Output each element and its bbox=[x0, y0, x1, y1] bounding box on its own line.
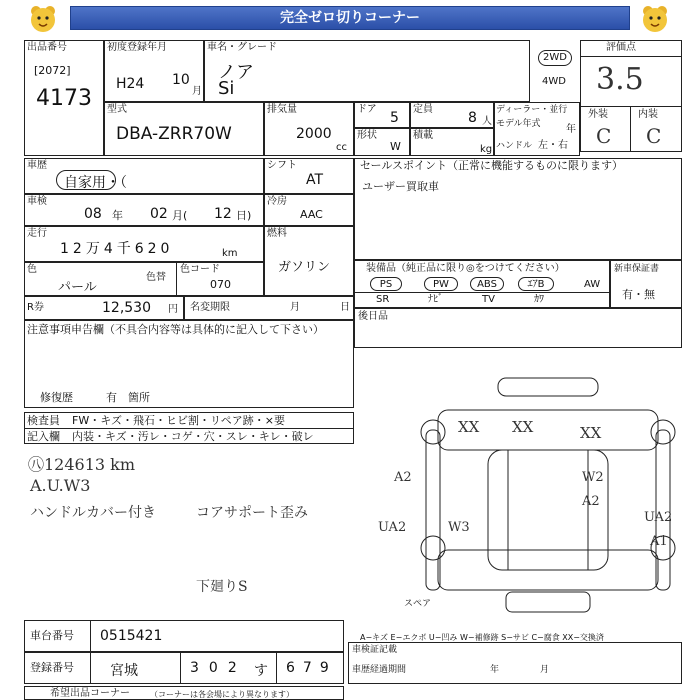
entry-items: 内装・キズ・汚レ・コゲ・穴・スレ・キレ・破レ bbox=[72, 430, 314, 443]
plate-kana: す bbox=[254, 663, 268, 679]
mark-a2-2: A2 bbox=[582, 494, 600, 509]
shift-value: AT bbox=[306, 172, 324, 188]
registration-era-year: H24 bbox=[116, 76, 145, 92]
name-change-label: 名変期限 bbox=[190, 302, 230, 313]
mark-w2: W2 bbox=[582, 470, 604, 485]
equip-aw: AW bbox=[584, 279, 601, 290]
repair-value: 有 bbox=[106, 391, 117, 404]
exterior-value: C bbox=[596, 124, 612, 148]
shape-value: W bbox=[390, 140, 401, 153]
recycle-label: R券 bbox=[27, 302, 44, 313]
diagram-legend: A−キズ E−エクボ U−凹み W−補修跡 S−サビ C−腐食 XX−交換済 bbox=[360, 633, 604, 642]
mileage-label: 走行 bbox=[27, 228, 47, 239]
mileage-unit: km bbox=[222, 248, 238, 259]
footer-label: 希望出品コーナー bbox=[50, 688, 130, 699]
reception-unit1: 年 bbox=[490, 665, 500, 675]
capacity-label: 定員 bbox=[413, 104, 433, 115]
spare-label: スペア bbox=[404, 599, 432, 609]
doors-label: ドア bbox=[357, 104, 377, 115]
bear-mascot-icon bbox=[28, 4, 58, 34]
registration-label: 初度登録年月 bbox=[107, 42, 167, 53]
footer-note: （コーナーは各会場により異なります） bbox=[150, 690, 294, 699]
inspection-label: 車検 bbox=[27, 196, 47, 207]
color-code: 070 bbox=[210, 278, 231, 291]
rear-box bbox=[354, 308, 682, 348]
reception-unit2: 月 bbox=[540, 665, 550, 675]
equip-navi: ﾅﾋﾞ bbox=[428, 294, 443, 305]
sales-point-value: ユーザー買取車 bbox=[362, 180, 439, 193]
chassis-number: 0515421 bbox=[100, 628, 163, 644]
reception-history: 車歴経過期間 bbox=[352, 665, 407, 675]
name-change-day: 日 bbox=[340, 302, 350, 313]
entry-label: 記入欄 bbox=[27, 430, 60, 443]
equip-ps: PS bbox=[370, 277, 402, 291]
rear-label: 後日品 bbox=[358, 311, 388, 322]
handwritten-mileage: ㊇124613 km bbox=[28, 455, 136, 474]
car-name: ノア bbox=[218, 62, 254, 83]
color-value: パール bbox=[58, 280, 97, 295]
name-change-month: 月 bbox=[290, 302, 300, 313]
model-value: DBA-ZRR70W bbox=[116, 124, 232, 144]
mark-a1: A1 bbox=[650, 534, 668, 549]
fuel-label: 燃料 bbox=[267, 228, 287, 239]
chassis-label: 車台番号 bbox=[30, 629, 74, 642]
car-damage-diagram bbox=[378, 370, 700, 620]
doors-value: 5 bbox=[390, 110, 399, 126]
inspector-items: FW・キズ・飛石・ヒビ割・リペア跡・×要 bbox=[72, 414, 285, 427]
inspection-month-unit: 月( bbox=[172, 209, 188, 222]
fuel-value: ガソリン bbox=[278, 260, 331, 275]
usage-value: 自家用・（ bbox=[64, 175, 127, 191]
score-value: 3.5 bbox=[596, 62, 644, 97]
lot-code: [2072] bbox=[34, 64, 71, 77]
sales-point-label: セールスポイント（正常に機能するものに限ります） bbox=[360, 159, 624, 172]
equipment-label: 装備品（純正品に限り◎をつけてください） bbox=[366, 263, 565, 274]
mark-xx-2: XX bbox=[512, 418, 534, 436]
displacement-value: 2000 bbox=[296, 126, 332, 142]
registration-month-unit: 月 bbox=[192, 86, 202, 97]
warranty-value: 有・無 bbox=[622, 288, 655, 301]
usage-label: 車歴 bbox=[27, 160, 47, 171]
inspection-day-unit: 日) bbox=[236, 209, 252, 222]
aircon-value: AAC bbox=[300, 208, 323, 221]
mark-ua2-2: UA2 bbox=[644, 510, 673, 525]
plate-number: 679 bbox=[286, 660, 337, 676]
repair-label: 修復歴 bbox=[40, 391, 73, 404]
dealer-year-unit: 年 bbox=[566, 124, 576, 135]
mark-xx-3: XX bbox=[580, 424, 602, 442]
equip-abs: ABS bbox=[470, 277, 504, 291]
equip-leather: ｶﾜ bbox=[534, 294, 544, 305]
color-change-label: 色替 bbox=[146, 272, 166, 283]
handwritten-marks: A.U.W3 bbox=[30, 476, 91, 495]
capacity-value: 8 bbox=[468, 110, 477, 126]
plate-region: 宮城 bbox=[110, 663, 138, 679]
drive-2wd: 2WD bbox=[538, 50, 572, 66]
plate-class: 302 bbox=[190, 660, 247, 676]
score-label: 評価点 bbox=[606, 42, 636, 53]
dealer-label: ディーラー・並行 bbox=[496, 105, 568, 115]
mileage-value: 12万4千620 bbox=[60, 241, 174, 257]
handle-value: 左・右 bbox=[538, 140, 568, 151]
interior-value: C bbox=[646, 124, 662, 148]
reception-label: 車検証記載 bbox=[352, 645, 398, 655]
color-code-label: 色コード bbox=[180, 264, 220, 275]
handle-label: ハンドル bbox=[496, 141, 533, 151]
bear-mascot-icon bbox=[640, 4, 670, 34]
repair-place: 箇所 bbox=[128, 391, 150, 404]
lot-number: 4173 bbox=[36, 86, 92, 111]
aircon-label: 冷房 bbox=[267, 196, 287, 207]
inspection-year-unit: 年 bbox=[112, 209, 123, 222]
mark-xx-1: XX bbox=[458, 418, 480, 436]
reception-box bbox=[348, 642, 682, 684]
mark-ua2-1: UA2 bbox=[378, 520, 407, 535]
shift-label: シフト bbox=[267, 160, 297, 171]
registration-month: 10 bbox=[172, 72, 190, 88]
handwritten-handle: ハンドルカバー付き bbox=[30, 505, 156, 521]
capacity-unit: 人 bbox=[482, 116, 492, 127]
lot-label: 出品番号 bbox=[27, 42, 67, 53]
mark-w3: W3 bbox=[448, 520, 470, 535]
interior-label: 内装 bbox=[638, 109, 658, 120]
car-name-label: 車名・グレード bbox=[207, 42, 277, 53]
model-label: 型式 bbox=[107, 104, 127, 115]
equip-tv: TV bbox=[482, 294, 495, 305]
equip-pw: PW bbox=[424, 277, 458, 291]
shape-label: 形状 bbox=[357, 130, 377, 141]
displacement-unit: cc bbox=[336, 142, 347, 153]
recycle-value: 12,530 bbox=[102, 300, 151, 316]
inspection-year: 08 bbox=[84, 206, 102, 222]
handwritten-under: 下廻りS bbox=[196, 579, 248, 595]
inspection-month: 02 bbox=[150, 206, 168, 222]
equip-airbag: ｴｱB bbox=[518, 277, 554, 291]
drive-4wd: 4WD bbox=[542, 76, 566, 87]
inspection-day: 12 bbox=[214, 206, 232, 222]
color-label: 色 bbox=[27, 264, 37, 275]
dealer-year-label: モデル年式 bbox=[496, 119, 541, 129]
exterior-label: 外装 bbox=[588, 109, 608, 120]
displacement-label: 排気量 bbox=[267, 104, 297, 115]
notes-label: 注意事項申告欄（不具合内容等は具体的に記入して下さい） bbox=[27, 323, 324, 336]
equip-sr: SR bbox=[376, 294, 390, 305]
handwritten-core: コアサポート歪み bbox=[196, 505, 308, 521]
plate-label: 登録番号 bbox=[30, 661, 74, 674]
load-label: 積載 bbox=[413, 130, 433, 141]
mark-a2-1: A2 bbox=[394, 470, 412, 485]
warranty-label: 新車保証書 bbox=[614, 264, 660, 274]
recycle-unit: 円 bbox=[168, 304, 178, 315]
inspector-label: 検査員 bbox=[27, 414, 60, 427]
load-unit: kg bbox=[480, 144, 493, 155]
car-grade: Si bbox=[218, 78, 235, 99]
page-title: 完全ゼロ切りコーナー bbox=[280, 10, 420, 26]
sales-point-box bbox=[354, 158, 682, 260]
